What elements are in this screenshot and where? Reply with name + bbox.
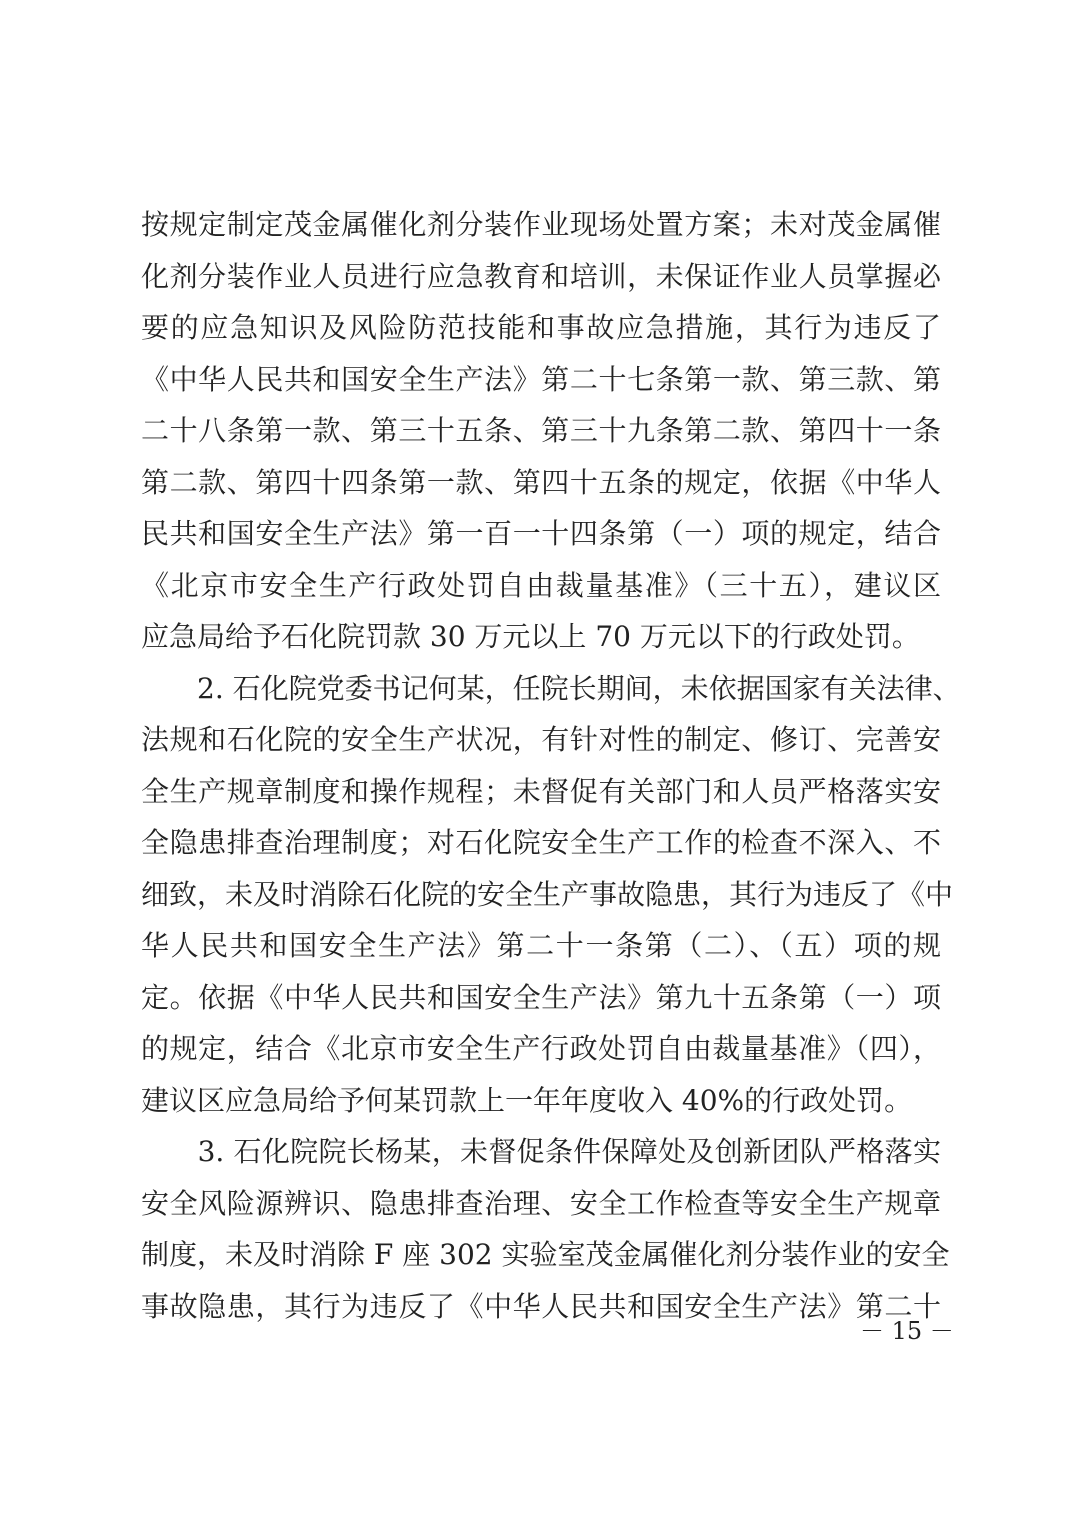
text-line: 的规定，结合《北京市安全生产行政处罚自由裁量基准》（四）， <box>141 1032 941 1065</box>
page-number: － 15 － <box>860 1317 954 1345</box>
text-line: 全生产规章制度和操作规程；未督促有关部门和人员严格落实安 <box>141 774 941 808</box>
text-line: 定。依据《中华人民共和国安全生产法》第九十五条第（一）项 <box>141 980 941 1014</box>
text-line: 第二款、第四十四条第一款、第四十五条的规定，依据《中华人 <box>141 465 941 499</box>
text-line: 华人民共和国安全生产法》第二十一条第（二）、（五）项的规 <box>141 929 941 962</box>
text-line: 化剂分装作业人员进行应急教育和培训，未保证作业人员掌握必 <box>141 259 941 293</box>
text-line: 建议区应急局给予何某罚款上一年年度收入 40%的行政处罚。 <box>141 1083 913 1117</box>
text-line: 安全风险源辨识、隐患排查治理、安全工作检查等安全生产规章 <box>141 1186 941 1220</box>
text-line: 制度，未及时消除 F 座 302 实验室茂金属催化剂分装作业的安全 <box>141 1238 950 1271</box>
text-line: 全隐患排查治理制度；对石化院安全生产工作的检查不深入、不 <box>141 826 941 859</box>
text-line: 3. 石化院院长杨某，未督促条件保障处及创新团队严格落实 <box>141 1135 941 1168</box>
text-line: 要的应急知识及风险防范技能和事故应急措施，其行为违反了 <box>141 311 941 344</box>
text-line: 《北京市安全生产行政处罚自由裁量基准》（三十五），建议区 <box>141 568 941 602</box>
text-line: 法规和石化院的安全生产状况，有针对性的制定、修订、完善安 <box>141 723 941 756</box>
text-line: 应急局给予石化院罚款 30 万元以上 70 万元以下的行政处罚。 <box>141 620 920 653</box>
text-line: 细致，未及时消除石化院的安全生产事故隐患，其行为违反了《中 <box>141 877 954 911</box>
text-line: 《中华人民共和国安全生产法》第二十七条第一款、第三款、第 <box>141 362 941 396</box>
text-line: 按规定制定茂金属催化剂分装作业现场处置方案；未对茂金属催 <box>141 208 941 241</box>
text-line: 二十八条第一款、第三十五条、第三十九条第二款、第四十一条 <box>141 414 941 447</box>
text-line: 2. 石化院党委书记何某，任院长期间，未依据国家有关法律、 <box>141 671 961 705</box>
text-line: 民共和国安全生产法》第一百一十四条第（一）项的规定，结合 <box>141 517 941 550</box>
text-line: 事故隐患，其行为违反了《中华人民共和国安全生产法》第二十 <box>141 1289 941 1323</box>
